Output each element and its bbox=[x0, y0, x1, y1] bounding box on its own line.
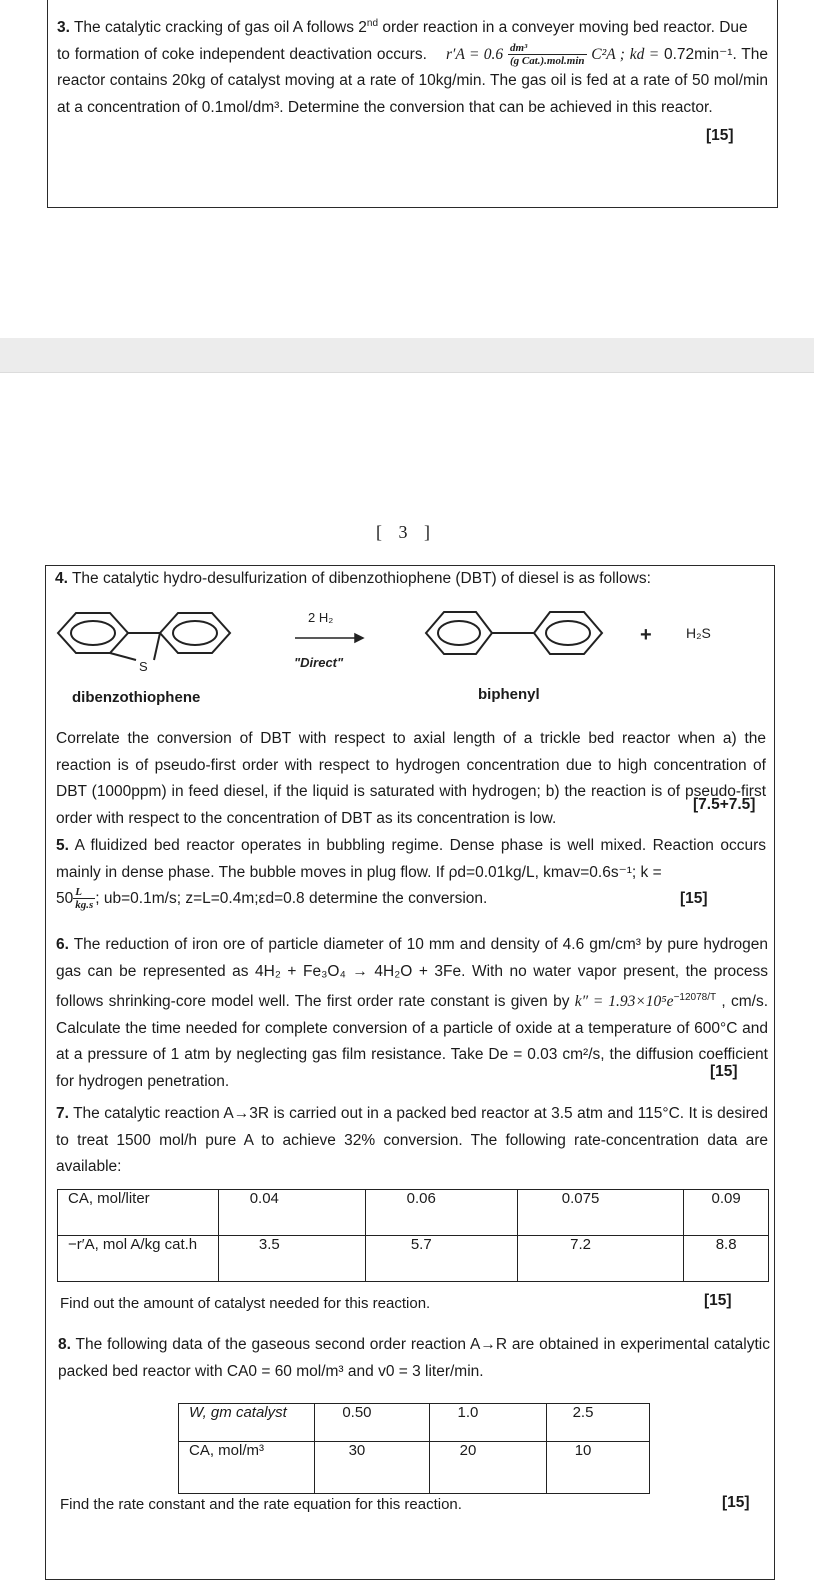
question-6-text: 6. The reduction of iron ore of particle diameter of 10 mm and density of 4.6 gm/cm³ by pure hydrogen gas can be represented as 4H₂ + Fe₃O₄ → 4H₂O + 3Fe. With no water vapor present, the process follows shrinking-core model well. The first order rate constant is given by $k'' = 1.93\times 10^5e^{-12078/T}$ , cm/s. Calculate the time needed for complete conversion of a particle of oxide at a temperature of 600°C and at a pressure of 1 atm by neglecting gas film resistance. Take De = 0.03 cm²/s, the diffusion coefficient for hydrogen penetration. bbox=[56, 936, 769, 1090]
reactant-name: dibenzothiophene bbox=[72, 689, 201, 706]
reagent-label: 2 H₂ bbox=[308, 610, 334, 625]
dibenzothiophene-structure bbox=[58, 613, 230, 660]
reaction-scheme bbox=[50, 600, 770, 690]
question-number: 5. bbox=[56, 837, 69, 854]
product-name: biphenyl bbox=[478, 686, 540, 703]
rate-expression: r′A = 0.6 bbox=[446, 45, 504, 63]
k-fraction: $\frac{L}{kg.s}$ bbox=[75, 886, 94, 912]
question-4-body: Correlate the conversion of DBT with respect to axial length of a trickle bed reactor when a) the reaction is of pseudo-first order with respect to hydrogen concentration due to high concentration of DBT (1000ppm) in feed diesel, if the liquid is saturated with hydrogen; b) the reaction is of pseudo-first order with respect to the concentration of DBT as its concentration is low. bbox=[56, 730, 766, 827]
h2s-label: H₂S bbox=[686, 625, 711, 641]
question-number: 6. bbox=[56, 936, 69, 953]
row-label: CA, mol/liter bbox=[58, 1190, 219, 1236]
question-6-marks: [15] bbox=[710, 1063, 738, 1080]
row-label: −r′A, mol A/kg cat.h bbox=[58, 1236, 219, 1282]
table-cell: 0.50 bbox=[315, 1404, 430, 1442]
question-number: 4. bbox=[55, 570, 68, 587]
reaction-arrow bbox=[295, 634, 363, 642]
sulfur-label: S bbox=[139, 659, 148, 674]
question-number: 3. bbox=[57, 19, 70, 37]
row-label: W, gm catalyst bbox=[179, 1404, 315, 1442]
table-cell: 1.0 bbox=[429, 1404, 546, 1442]
condition-label: "Direct" bbox=[294, 655, 344, 670]
row-label: CA, mol/m³ bbox=[179, 1442, 315, 1494]
table-cell: 30 bbox=[315, 1442, 430, 1494]
table-row bbox=[179, 1442, 650, 1494]
question-7-footer: Find out the amount of catalyst needed for this reaction. bbox=[60, 1295, 431, 1312]
table-row bbox=[58, 1236, 769, 1282]
catalyst-data-table bbox=[178, 1403, 650, 1494]
question-8-text: 8. The following data of the gaseous second order reaction A→R are obtained in experimental catalytic packed bed reactor with CA0 = 60 mol/m³ and v0 = 3 liter/min. bbox=[58, 1336, 770, 1380]
kd-label: kd = bbox=[629, 45, 660, 63]
table-row bbox=[58, 1190, 769, 1236]
table-cell: 3.5 bbox=[219, 1236, 366, 1282]
biphenyl-structure bbox=[426, 612, 602, 654]
page-number: [ 3 ] bbox=[376, 522, 436, 542]
question-7-text: 7. The catalytic reaction A→3R is carried out in a packed bed reactor at 3.5 atm and 115°C. It is desired to treat 1500 mol/h pure A to achieve 32% conversion. The following rate-concentration data are available: bbox=[56, 1105, 768, 1175]
question-3-marks: [15] bbox=[706, 127, 734, 144]
table-cell: 0.075 bbox=[517, 1190, 683, 1236]
table-cell: 7.2 bbox=[517, 1236, 683, 1282]
question-3-text: 3. The catalytic cracking of gas oil A follows 2nd order reaction in a conveyer moving bed reactor. Due to formation of coke independent deactivation occurs. r′A = 0.6 $\frac{\text{dm³}}{\text{(g Cat.).mol.min}}$ C²A ; kd = 0.72min⁻¹. The reactor contains 20kg of catalyst moving at a rate of 10kg/min. The gas oil is fed at a rate of 50 mol/min at a concentration of 0.1mol/dm³. Determine the conversion that can be achieved in this reactor. bbox=[57, 18, 768, 116]
question-number: 8. bbox=[58, 1336, 71, 1353]
question-8-footer: Find the rate constant and the rate equation for this reaction. bbox=[60, 1496, 462, 1513]
table-row bbox=[179, 1404, 650, 1442]
table-cell: 0.06 bbox=[365, 1190, 517, 1236]
question-4-marks: [7.5+7.5] bbox=[693, 796, 756, 813]
table-cell: 8.8 bbox=[684, 1236, 769, 1282]
rate-constant-expression: k″ = 1.93×10⁵e bbox=[574, 993, 674, 1011]
rate-fraction: $\frac{\text{dm³}}{\text{(g Cat.).mol.min}}$ bbox=[509, 42, 585, 68]
question-3-body: 0.72min⁻¹. The reactor contains 20kg of catalyst moving at a rate of 10kg/min. The gas oil is fed at a rate of 50 mol/min at a concentration of 0.1mol/dm³. Determine the conversion that can be achieved in this reactor. bbox=[57, 45, 768, 116]
table-cell: 20 bbox=[429, 1442, 546, 1494]
question-5-marks: [15] bbox=[680, 890, 708, 907]
question-4-title: 4. The catalytic hydro-desulfurization of dibenzothiophene (DBT) of diesel is as follows: bbox=[55, 570, 651, 587]
question-8-marks: [15] bbox=[722, 1494, 750, 1511]
table-cell: 10 bbox=[547, 1442, 650, 1494]
table-cell: 2.5 bbox=[547, 1404, 650, 1442]
page-separator bbox=[0, 338, 814, 372]
table-cell: 5.7 bbox=[365, 1236, 517, 1282]
question-number: 7. bbox=[56, 1105, 69, 1122]
plus-sign: + bbox=[640, 624, 652, 646]
rate-concentration-table bbox=[57, 1189, 769, 1282]
table-cell: 0.04 bbox=[219, 1190, 366, 1236]
question-5-text: 5. A fluidized bed reactor operates in bubbling regime. Dense phase is well mixed. Reaction occurs mainly in dense phase. The bubble moves in plug flow. If ρd=0.01kg/L, kmav=0.6s⁻¹; k = 50 $\frac{L}{kg.s}$ ; ub=0.1m/s; z=L=0.4m;εd=0.8 determine the conversion. bbox=[56, 837, 766, 912]
table-cell: 0.09 bbox=[684, 1190, 769, 1236]
question-7-marks: [15] bbox=[704, 1292, 732, 1309]
